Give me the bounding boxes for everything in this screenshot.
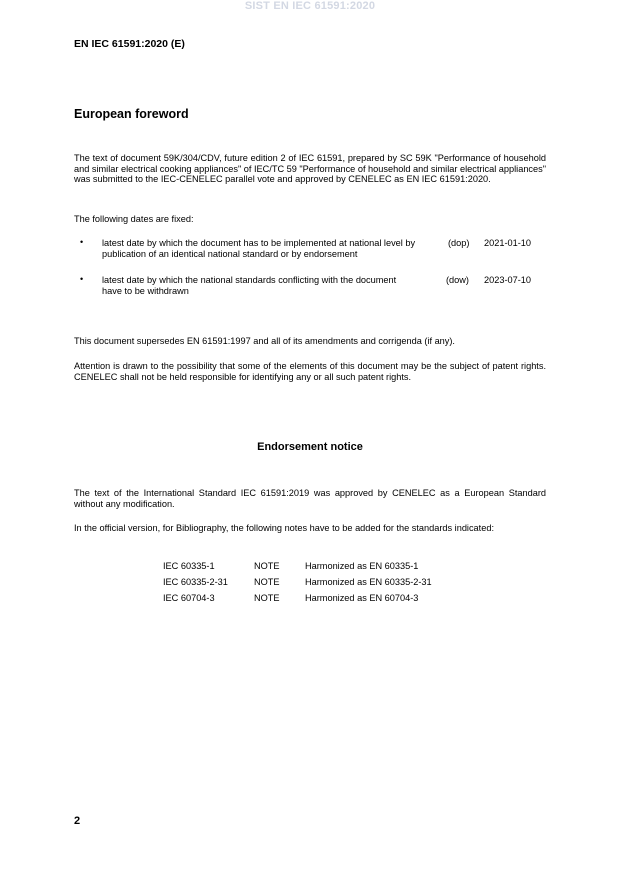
date-item-code: (dop) xyxy=(448,238,470,248)
date-item-text: latest date by which the national standards conflicting with the document have to be withdrawn xyxy=(102,275,397,296)
date-item-date: 2023-07-10 xyxy=(484,275,531,285)
supersedes-paragraph: This document supersedes EN 61591:1997 and all of its amendments and corrigenda (if any). xyxy=(74,336,455,346)
note-standard: IEC 60335-1 xyxy=(163,561,215,571)
note-standard: IEC 60704-3 xyxy=(163,593,215,603)
bullet-icon: • xyxy=(80,237,84,247)
date-item-date: 2021-01-10 xyxy=(484,238,531,248)
watermark: SIST EN IEC 61591:2020 xyxy=(244,0,376,12)
date-item-code: (dow) xyxy=(446,275,469,285)
note-text: Harmonized as EN 60335-1 xyxy=(305,561,419,571)
note-text: Harmonized as EN 60335-2-31 xyxy=(305,577,432,587)
bullet-icon: • xyxy=(80,274,84,284)
dates-intro: The following dates are fixed: xyxy=(74,214,194,224)
date-item-text: latest date by which the document has to be implemented at national level by publication of an identical national standard or by endorsement xyxy=(102,238,416,259)
bibliography-paragraph: In the official version, for Bibliography, the following notes have to be added for the standards indicated: xyxy=(74,523,494,533)
page-number: 2 xyxy=(74,815,81,827)
document-id: EN IEC 61591:2020 (E) xyxy=(74,38,185,50)
note-standard: IEC 60335-2-31 xyxy=(163,577,228,587)
note-label: NOTE xyxy=(254,577,280,587)
endorsement-paragraph: The text of the International Standard IEC 61591:2019 was approved by CENELEC as a European Standard without any modification. xyxy=(74,488,546,509)
note-label: NOTE xyxy=(254,561,280,571)
patent-paragraph: Attention is drawn to the possibility that some of the elements of this document may be the subject of patent rights. CENELEC shall not be held responsible for identifying any or all such patent rights. xyxy=(74,361,546,382)
endorsement-title: Endorsement notice xyxy=(257,441,363,453)
note-text: Harmonized as EN 60704-3 xyxy=(305,593,419,603)
foreword-paragraph: The text of document 59K/304/CDV, future edition 2 of IEC 61591, prepared by SC 59K "Performance of household and similar electrical cooking appliances" of IEC/TC 59 "Performance of household and similar electrical appliances" was submitted to the IEC-CENELEC parallel vote and approved by CENELEC as EN IEC 61591:2020. xyxy=(74,153,546,185)
note-label: NOTE xyxy=(254,593,280,603)
foreword-title: European foreword xyxy=(74,107,189,121)
